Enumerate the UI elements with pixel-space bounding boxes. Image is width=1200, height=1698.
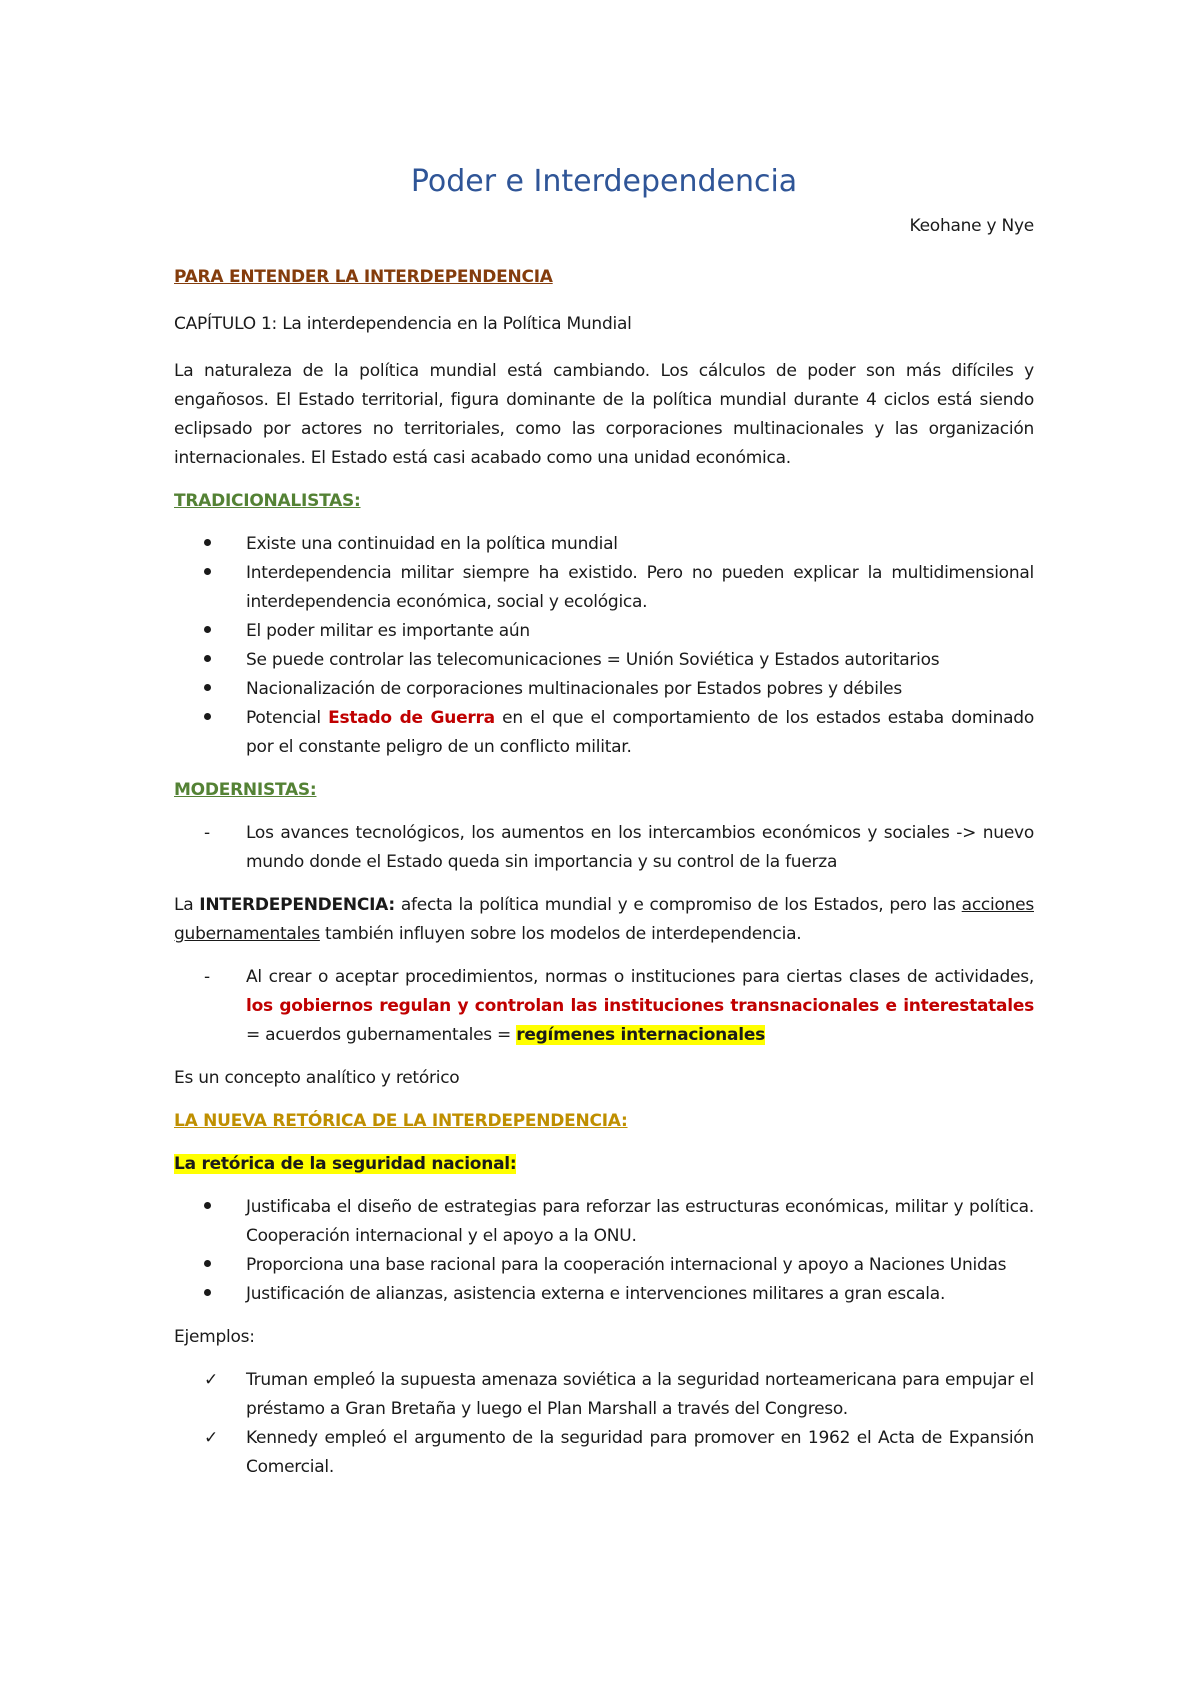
regimes-list bbox=[174, 963, 1034, 1050]
examples-list bbox=[174, 1366, 1034, 1482]
check-icon: ✓ bbox=[204, 1370, 218, 1390]
bullet-icon bbox=[204, 646, 224, 675]
bullet-icon bbox=[204, 675, 224, 704]
list-item bbox=[174, 1366, 1034, 1424]
bullet-icon bbox=[204, 530, 224, 559]
list-item-text: Los avances tecnológicos, los aumentos en los intercambios económicos y sociales -> nuevo mundo donde el Estado queda sin importancia y su control de la fuerza bbox=[246, 823, 1034, 872]
state-of-war-highlight: Estado de Guerra bbox=[328, 708, 495, 728]
list-item bbox=[174, 704, 1034, 762]
list-item-text: Interdependencia militar siempre ha existido. Pero no pueden explicar la multidimensional interdependencia económica, social y ecológica. bbox=[246, 563, 1034, 612]
national-security-subheading: La retórica de la seguridad nacional: bbox=[174, 1154, 517, 1174]
list-item bbox=[174, 530, 1034, 559]
chapter-line bbox=[174, 310, 1034, 339]
list-item bbox=[174, 1193, 1034, 1251]
modernists-list bbox=[174, 819, 1034, 877]
list-item-text: Proporciona una base racional para la cooperación internacional y apoyo a Naciones Unidas bbox=[246, 1255, 1007, 1275]
list-item bbox=[174, 963, 1034, 1050]
list-item bbox=[174, 1251, 1034, 1280]
bullet-icon bbox=[204, 1280, 224, 1309]
bullet-icon bbox=[204, 559, 224, 588]
text-run: también influyen sobre los modelos de interdependencia. bbox=[319, 924, 802, 944]
list-item-text: Nacionalización de corporaciones multinacionales por Estados pobres y débiles bbox=[246, 679, 902, 699]
chapter-label: CAPÍTULO 1: bbox=[174, 314, 278, 334]
list-item bbox=[174, 819, 1034, 877]
dash-marker: - bbox=[204, 967, 210, 987]
list-item-text: El poder militar es importante aún bbox=[246, 621, 530, 641]
interdependence-paragraph bbox=[174, 891, 1034, 949]
check-icon: ✓ bbox=[204, 1428, 218, 1448]
examples-label: Ejemplos: bbox=[174, 1327, 255, 1347]
section-heading-understanding: PARA ENTENDER LA INTERDEPENDENCIA bbox=[174, 267, 553, 287]
section-heading-new-rhetoric: LA NUEVA RETÓRICA DE LA INTERDEPENDENCIA: bbox=[174, 1111, 628, 1131]
bullet-icon bbox=[204, 704, 224, 733]
list-item bbox=[174, 646, 1034, 675]
traditionalists-list bbox=[174, 530, 1034, 762]
international-regimes-highlight: regímenes internacionales bbox=[516, 1025, 765, 1045]
section-heading-traditionalists: TRADICIONALISTAS: bbox=[174, 491, 361, 511]
government-actions-underlined: acciones gubernamentales bbox=[174, 895, 1034, 944]
rhetoric-list bbox=[174, 1193, 1034, 1309]
list-item-text: Justificaba el diseño de estrategias para reforzar las estructuras económicas, militar y política. Cooperación internacional y el apoyo a la ONU. bbox=[246, 1197, 1034, 1246]
document-author: Keohane y Nye bbox=[909, 216, 1034, 236]
list-item-text: Existe una continuidad en la política mundial bbox=[246, 534, 618, 554]
intro-paragraph: La naturaleza de la política mundial está cambiando. Los cálculos de poder son más difíciles y engañosos. El Estado territorial, figura dominante de la política mundial durante 4 ciclos está siendo eclipsado por actores no territoriales, como las corporaciones multinacionales y las organización internacionales. El Estado está casi acabado como una unidad económica. bbox=[174, 361, 1034, 468]
concept-line: Es un concepto analítico y retórico bbox=[174, 1068, 460, 1088]
section-heading-modernists: MODERNISTAS: bbox=[174, 780, 317, 800]
dash-marker: - bbox=[204, 823, 210, 843]
bullet-icon bbox=[204, 1251, 224, 1280]
list-item-text: en el que el comportamiento de los estados estaba dominado por el constante peligro de un conflicto militar. bbox=[246, 708, 1035, 757]
chapter-title: La interdependencia en la Política Mundial bbox=[282, 314, 632, 334]
list-item-text: Se puede controlar las telecomunicaciones = Unión Soviética y Estados autoritarios bbox=[246, 650, 940, 670]
bullet-icon bbox=[204, 1193, 224, 1222]
list-item-text: Kennedy empleó el argumento de la seguridad para promover en 1962 el Acta de Expansión Comercial. bbox=[246, 1428, 1034, 1477]
list-item bbox=[174, 559, 1034, 617]
list-item bbox=[174, 617, 1034, 646]
text-run: La bbox=[174, 895, 200, 915]
document-title: Poder e Interdependencia bbox=[410, 164, 798, 199]
list-item bbox=[174, 675, 1034, 704]
governments-regulate-highlight: los gobiernos regulan y controlan las instituciones transnacionales e interestatales bbox=[246, 996, 1034, 1016]
list-item-text: Justificación de alianzas, asistencia externa e intervenciones militares a gran escala. bbox=[246, 1284, 946, 1304]
list-item-text: = acuerdos gubernamentales = bbox=[246, 1025, 517, 1045]
list-item-text: Potencial bbox=[246, 708, 329, 728]
list-item bbox=[174, 1424, 1034, 1482]
interdependence-term: INTERDEPENDENCIA: bbox=[199, 895, 395, 915]
list-item-text: Al crear o aceptar procedimientos, normas o instituciones para ciertas clases de actividades, bbox=[246, 967, 1034, 987]
list-item bbox=[174, 1280, 1034, 1309]
bullet-icon bbox=[204, 617, 224, 646]
national-security-subheading-line bbox=[174, 1150, 1034, 1179]
list-item-text: Truman empleó la supuesta amenaza soviética a la seguridad norteamericana para empujar el préstamo a Gran Bretaña y luego el Plan Marshall a través del Congreso. bbox=[246, 1370, 1034, 1419]
text-run: afecta la política mundial y e compromiso de los Estados, pero las bbox=[394, 895, 962, 915]
